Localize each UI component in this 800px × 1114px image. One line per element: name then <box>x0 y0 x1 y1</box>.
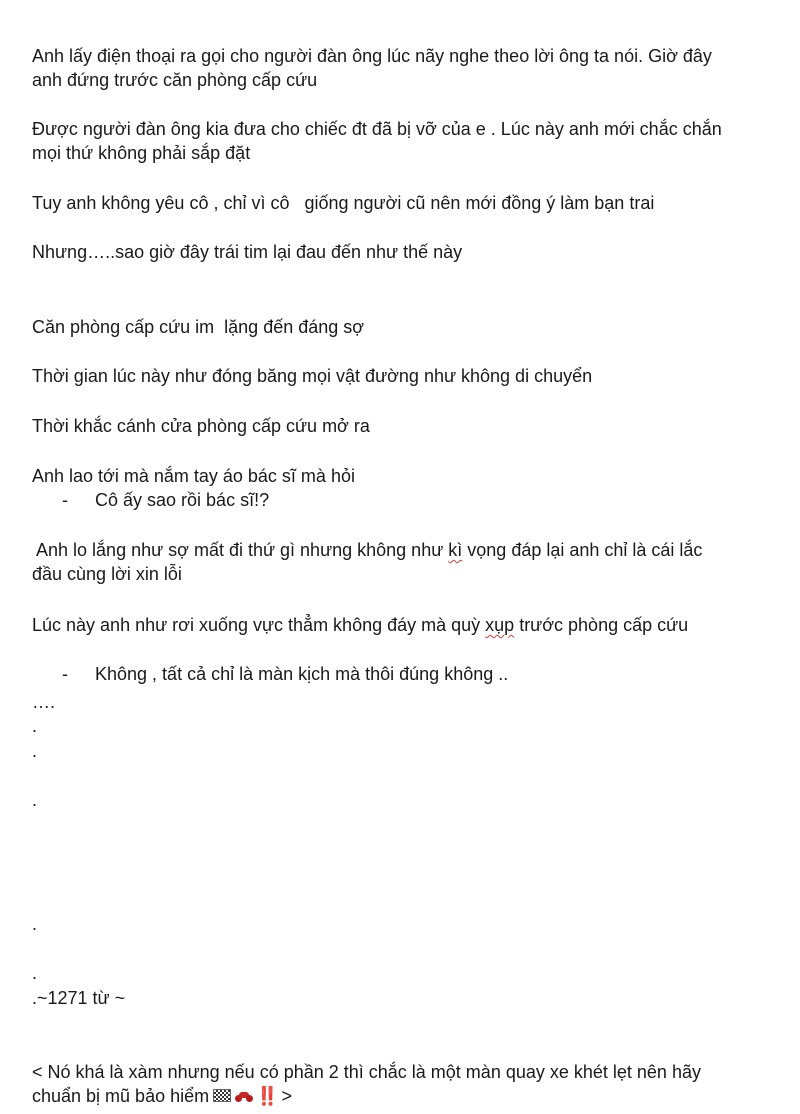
paragraph-broken-phone <box>32 117 772 165</box>
text-line: Được người đàn ông kia đưa cho chiếc đt đã bị vỡ của e . Lúc này anh mới chắc chắn <box>32 119 722 139</box>
author-note <box>32 1060 772 1108</box>
text-line <box>32 1084 772 1108</box>
dot-line: . <box>32 741 38 761</box>
text-segment: trước phòng cấp cứu <box>514 615 689 635</box>
text-segment: Anh lo lắng như sợ mất đi thứ gì nhưng không như <box>32 540 449 560</box>
paragraph-heart-pain: Nhưng…..sao giờ đây trái tim lại đau đến như thế này <box>32 242 463 262</box>
dot-line: . <box>32 914 38 934</box>
bullet-marker: - <box>62 664 68 684</box>
paragraph-door-opens: Thời khắc cánh cửa phòng cấp cứu mở ra <box>32 416 370 436</box>
paragraph-not-love: Tuy anh không yêu cô , chỉ vì cô giống người cũ nên mới đồng ý làm bạn trai <box>32 193 655 213</box>
paragraph-worry <box>32 538 772 586</box>
text-line: Anh lấy điện thoại ra gọi cho người đàn ông lúc nãy nghe theo lời ông ta nói. Giờ đây <box>32 46 712 66</box>
text-line: mọi thứ không phải sắp đặt <box>32 143 251 163</box>
spellcheck-word: kì <box>448 540 463 560</box>
paragraph-fall-abyss <box>32 613 772 637</box>
text-line <box>32 538 772 562</box>
paragraph-rush-doctor: Anh lao tới mà nắm tay áo bác sĩ mà hỏi <box>32 466 355 486</box>
text-segment: > <box>276 1086 293 1106</box>
word-count: .~1271 từ ~ <box>32 988 126 1008</box>
checkered-flag-icon <box>213 1089 231 1102</box>
text-segment: vọng đáp lại anh chỉ là cái lắc <box>462 540 703 560</box>
text-segment: chuẩn bị mũ bảo hiểm <box>32 1086 210 1106</box>
motorcycle-icon <box>235 1091 253 1102</box>
bullet-question: Cô ấy sao rồi bác sĩ!? <box>95 490 270 510</box>
text-line: < Nó khá là xàm nhưng nếu có phần 2 thì chắc là một màn quay xe khét lẹt nên hãy <box>32 1062 701 1082</box>
bullet-denial: Không , tất cả chỉ là màn kịch mà thôi đúng không .. <box>95 664 509 684</box>
paragraph-call <box>32 44 772 92</box>
ellipsis-line: …. <box>32 692 56 712</box>
dot-line: . <box>32 790 38 810</box>
text-segment: Lúc này anh như rơi xuống vực thẳm không đáy mà quỳ <box>32 615 486 635</box>
dot-line: . <box>32 716 38 736</box>
text-line: anh đứng trước căn phòng cấp cứu <box>32 70 318 90</box>
double-exclamation-icon: ‼️ <box>256 1086 277 1106</box>
spellcheck-word: xụp <box>485 615 515 635</box>
bullet-marker: - <box>62 490 68 510</box>
text-line: đầu cùng lời xin lỗi <box>32 564 182 584</box>
paragraph-silent-room: Căn phòng cấp cứu im lặng đến đáng sợ <box>32 317 365 337</box>
paragraph-time-frozen: Thời gian lúc này như đóng băng mọi vật đường như không di chuyển <box>32 366 593 386</box>
dot-line: . <box>32 963 38 983</box>
